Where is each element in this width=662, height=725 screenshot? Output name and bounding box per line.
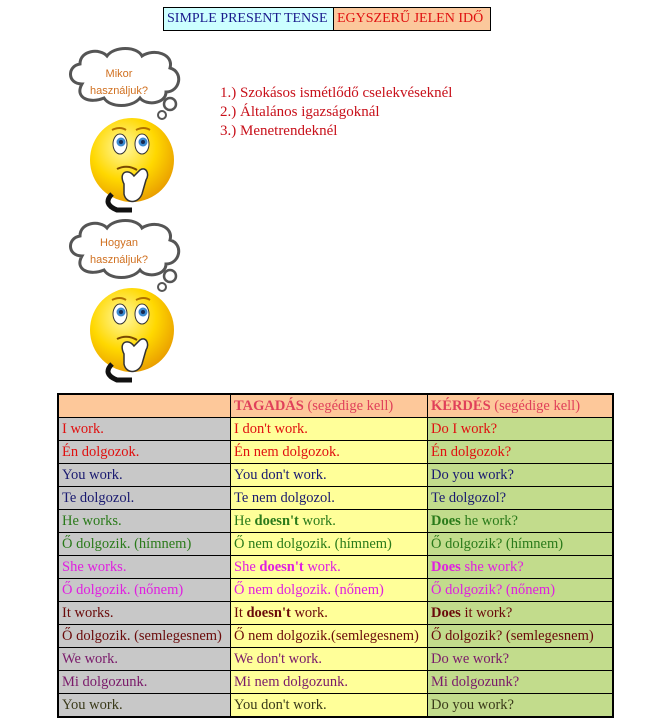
table-row <box>58 533 613 556</box>
negation-cell <box>231 648 428 671</box>
smiley-face-icon <box>90 288 174 380</box>
negation-cell <box>231 441 428 464</box>
negation-cell <box>231 602 428 625</box>
negation-cell <box>231 694 428 718</box>
header-negation-note: (segédige kell) <box>303 398 394 414</box>
affirmative-cell: Te dolgozol. <box>58 487 231 510</box>
auxiliary-verb: Does <box>431 513 461 529</box>
negation-cell <box>231 533 428 556</box>
usage-item: 1.) Szokásos ismétlődő cselekvéseknél <box>220 85 453 101</box>
negation-text: We don't work. <box>234 651 323 667</box>
negation-text: Ő nem dolgozik.(semlegesnem) <box>234 628 419 644</box>
affirmative-cell: I work. <box>58 418 231 441</box>
affirmative-cell: We work. <box>58 648 231 671</box>
negation-cell <box>231 487 428 510</box>
thinking-smiley-how <box>62 216 197 384</box>
table-row <box>58 694 613 718</box>
header-question-note: (segédige kell) <box>490 398 581 414</box>
affirmative-cell: Ő dolgozik. (semlegesnem) <box>58 625 231 648</box>
bubble-text-2: használjuk? <box>89 254 149 266</box>
table-row <box>58 579 613 602</box>
negation-text-end: work. <box>298 513 336 529</box>
negation-cell <box>231 556 428 579</box>
question-cell <box>428 671 614 694</box>
question-text-end: she work? <box>460 559 524 575</box>
smiley-face-icon <box>90 118 174 210</box>
table-row <box>58 556 613 579</box>
negation-text: You don't work. <box>234 697 327 713</box>
auxiliary-verb: Does <box>431 559 461 575</box>
negation-text-end: work. <box>290 605 328 621</box>
negation-cell <box>231 464 428 487</box>
affirmative-cell: You work. <box>58 464 231 487</box>
affirmative-cell: He works. <box>58 510 231 533</box>
header-cell-negation <box>231 394 428 418</box>
table-row <box>58 648 613 671</box>
question-text: Do I work? <box>431 421 498 437</box>
question-text: Ő dolgozik? (hímnem) <box>431 536 564 552</box>
affirmative-cell: You work. <box>58 694 231 718</box>
question-text: Mi dolgozunk? <box>431 674 520 690</box>
title-hungarian: EGYSZERŰ JELEN IDŐ <box>334 8 491 31</box>
negation-text-end: work. <box>303 559 341 575</box>
title-english: SIMPLE PRESENT TENSE <box>164 8 334 31</box>
question-cell <box>428 418 614 441</box>
usage-item: 2.) Általános igazságoknál <box>220 104 380 120</box>
table-header-row <box>58 394 613 418</box>
auxiliary-verb: Does <box>431 605 461 621</box>
affirmative-cell: Én dolgozok. <box>58 441 231 464</box>
table-row <box>58 671 613 694</box>
table-row <box>58 602 613 625</box>
question-cell <box>428 648 614 671</box>
negation-text: Ő nem dolgozik. (hímnem) <box>234 536 392 552</box>
bubble-text-1: Hogyan <box>100 237 138 249</box>
negation-cell <box>231 625 428 648</box>
table-row <box>58 510 613 533</box>
affirmative-cell: It works. <box>58 602 231 625</box>
auxiliary-verb: doesn't <box>246 605 291 621</box>
usage-item: 3.) Menetrendeknél <box>220 123 338 139</box>
negation-text: Mi nem dolgozunk. <box>234 674 348 690</box>
table-row <box>58 487 613 510</box>
table-row <box>58 418 613 441</box>
question-cell <box>428 533 614 556</box>
question-cell <box>428 487 614 510</box>
question-cell <box>428 510 614 533</box>
negation-cell <box>231 579 428 602</box>
thought-bubble-icon <box>70 49 178 120</box>
negation-cell <box>231 510 428 533</box>
question-cell <box>428 441 614 464</box>
header-cell-affirmative <box>58 394 231 418</box>
question-cell <box>428 602 614 625</box>
affirmative-cell: Ő dolgozik. (hímnem) <box>58 533 231 556</box>
auxiliary-verb: doesn't <box>254 513 299 529</box>
thinking-smiley-when <box>62 44 197 214</box>
negation-text: He <box>234 513 255 529</box>
question-text: Do we work? <box>431 651 510 667</box>
negation-text: Te nem dolgozol. <box>234 490 335 506</box>
negation-text: She <box>234 559 260 575</box>
affirmative-cell: Ő dolgozik. (nőnem) <box>58 579 231 602</box>
header-cell-question <box>428 394 614 418</box>
question-cell <box>428 556 614 579</box>
auxiliary-verb: doesn't <box>259 559 304 575</box>
bubble-text-2: használjuk? <box>89 85 149 97</box>
question-text-end: it work? <box>460 605 513 621</box>
question-cell <box>428 625 614 648</box>
question-text-end: he work? <box>460 513 518 529</box>
header-question-title: KÉRDÉS <box>431 398 491 414</box>
table-row <box>58 464 613 487</box>
affirmative-cell: Mi dolgozunk. <box>58 671 231 694</box>
negation-text: Ő nem dolgozik. (nőnem) <box>234 582 384 598</box>
question-text: Ő dolgozik? (semlegesnem) <box>431 628 594 644</box>
table-row <box>58 441 613 464</box>
affirmative-cell: She works. <box>58 556 231 579</box>
title-table <box>163 7 491 31</box>
question-text: Én dolgozok? <box>431 444 512 460</box>
negation-text: I don't work. <box>234 421 308 437</box>
negation-text: It <box>234 605 247 621</box>
bubble-text-1: Mikor <box>105 68 133 80</box>
question-text: Ő dolgozik? (nőnem) <box>431 582 556 598</box>
question-cell <box>428 579 614 602</box>
question-cell <box>428 464 614 487</box>
conjugation-table <box>57 393 614 718</box>
negation-text: You don't work. <box>234 467 327 483</box>
negation-cell <box>231 418 428 441</box>
usage-list <box>220 84 452 141</box>
header-negation-title: TAGADÁS <box>234 398 304 414</box>
question-text: Do you work? <box>431 697 514 713</box>
negation-cell <box>231 671 428 694</box>
question-text: Do you work? <box>431 467 514 483</box>
negation-text: Én nem dolgozok. <box>234 444 340 460</box>
question-text: Te dolgozol? <box>431 490 507 506</box>
question-cell <box>428 694 614 718</box>
table-row <box>58 625 613 648</box>
